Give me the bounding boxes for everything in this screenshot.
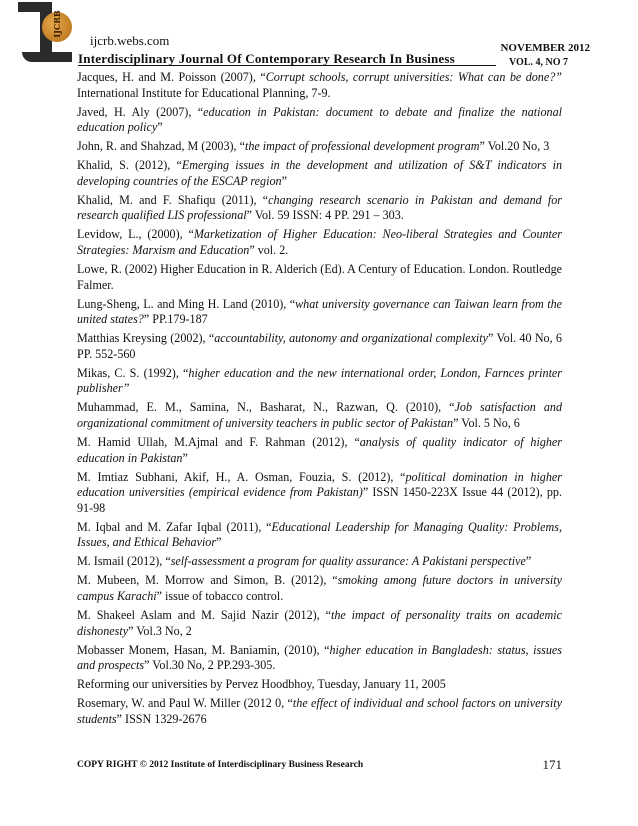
reference-entry [77, 158, 562, 189]
reference-details: ” Vol. 5 No, 6 [453, 415, 520, 430]
reference-title: accountability, autonomy and organizational complexity [214, 331, 489, 346]
page-number: 171 [542, 757, 562, 772]
reference-authors: Mobasser Monem, Hasan, M. Baniamin, (2010), “ [77, 642, 330, 657]
reference-entry [77, 297, 562, 328]
reference-entry [77, 366, 562, 397]
reference-title: Job satisfaction and organizational commitment of university teachers in public sector of Pakistan [77, 400, 562, 430]
journal-title: Interdisciplinary Journal Of Contemporary Research In Business [78, 51, 455, 66]
reference-details: ” [182, 450, 188, 465]
logo-base [22, 52, 72, 62]
reference-authors: John, R. and Shahzad, M (2003), “ [77, 139, 245, 154]
reference-entry [77, 400, 562, 431]
reference-authors: M. Iqbal and M. Zafar Iqbal (2011), “ [77, 519, 272, 534]
reference-details: ” Vol.20 No, 3 [479, 139, 550, 154]
reference-authors: Rosemary, W. and Paul W. Miller (2012 0, “ [77, 696, 293, 711]
reference-details: ” Vol.3 No, 2 [128, 623, 192, 638]
reference-title: self-assessment a program for quality assurance: A Pakistani perspective [170, 554, 526, 569]
reference-authors: M. Hamid Ullah, M.Ajmal and F. Rahman (2012), “ [77, 435, 360, 450]
reference-details: International Institute for Educational Planning, 7-9. [77, 85, 331, 100]
reference-entry [77, 677, 562, 693]
reference-authors: M. Imtiaz Subhani, Akif, H., A. Osman, Fouzia, S. (2012), “ [77, 469, 406, 484]
reference-details: ” Vol. 59 ISSN: 4 PP. 291 – 303. [246, 208, 404, 223]
header-divider [78, 65, 496, 66]
reference-details: ” PP.179-187 [143, 312, 208, 327]
reference-details: ” [525, 554, 532, 569]
reference-authors: Mikas, C. S. (1992), “ [77, 365, 189, 380]
reference-details: ” [216, 535, 222, 550]
reference-entry [77, 139, 562, 155]
reference-authors: Reforming our universities by Pervez Hoodbhoy, Tuesday, January 11, 2005 [77, 677, 446, 692]
reference-entry [77, 70, 562, 101]
reference-list [77, 70, 562, 731]
reference-authors: Javed, H. Aly (2007), “ [77, 104, 204, 119]
reference-authors: Khalid, S. (2012), “ [77, 158, 182, 173]
reference-authors: Levidow, L., (2000), “ [77, 227, 194, 242]
issue-date: NOVEMBER 2012 [500, 42, 590, 54]
logo-text: IJCRB [52, 10, 62, 38]
reference-title: the effect of individual and school factors on university students [77, 696, 562, 726]
reference-authors: Muhammad, E. M., Samina, N., Basharat, N., Razwan, Q. (2010), “ [77, 400, 455, 415]
reference-title: Emerging issues in the development and utilization of S&T indicators in developing countries of the ESCAP region [77, 158, 562, 188]
reference-authors: Lowe, R. (2002) Higher Education in R. Alderich (Ed). A Century of Education. London. Routledge Falmer. [77, 262, 562, 292]
reference-title: changing research scenario in Pakistan and demand for research qualified LIS professional [77, 192, 563, 223]
reference-authors: Lung-Sheng, L. and Ming H. Land (2010), “ [77, 296, 296, 311]
reference-authors: Khalid, M. and F. Shafiqu (2011), “ [77, 192, 269, 207]
reference-title: political domination in higher education universities (empirical evidence from Pakistan) [77, 469, 562, 500]
reference-entry [77, 262, 562, 293]
reference-title: higher education and the new international order, London, Farnces printer publisher” [77, 365, 562, 396]
reference-title: what university governance can Taiwan learn from the united states? [77, 296, 562, 327]
reference-details: ” ISSN 1450-223X Issue 44 (2012), pp. 91-98 [77, 485, 562, 515]
reference-authors: Matthias Kreysing (2002), “ [77, 331, 215, 346]
reference-title: the impact of professional development program [244, 139, 480, 154]
reference-details: ” Vol.30 No, 2 PP.293-305. [144, 658, 276, 673]
reference-entry [77, 643, 562, 674]
reference-authors: M. Mubeen, M. Morrow and Simon, B. (2012), “ [77, 573, 338, 588]
reference-title: Marketization of Higher Education: Neo-liberal Strategies and Counter Strategies: Marxism and Education [77, 227, 562, 257]
reference-entry [77, 573, 562, 604]
reference-authors: Jacques, H. and M. Poisson (2007), “ [77, 70, 266, 84]
reference-entry [77, 608, 562, 639]
copyright-footer: COPY RIGHT © 2012 Institute of Interdisciplinary Business Research [77, 760, 364, 770]
reference-entry [77, 554, 562, 570]
journal-logo [18, 2, 74, 62]
reference-details: ” issue of tobacco control. [156, 588, 284, 603]
reference-entry [77, 520, 562, 551]
reference-details: ” Vol. 40 No, 6 PP. 552-560 [77, 331, 562, 361]
reference-details: ” [281, 173, 287, 188]
reference-authors: M. Ismail (2012), “ [77, 554, 171, 569]
reference-title: higher education in Bangladesh: status, issues and prospects [77, 642, 562, 673]
reference-details: ” ISSN 1329-2676 [116, 711, 207, 726]
reference-title: Educational Leadership for Managing Quality: Problems, Issues, and Ethical Behavior [77, 519, 562, 550]
reference-entry [77, 470, 562, 517]
reference-title: the impact of personality traits on academic dishonesty [77, 608, 563, 638]
reference-entry [77, 193, 562, 224]
site-url: ijcrb.webs.com [90, 33, 170, 48]
reference-title: education in Pakistan: document to debate and finalize the national education policy [77, 104, 562, 135]
reference-entry [77, 331, 562, 362]
reference-entry [77, 435, 562, 466]
reference-title: Corrupt schools, corrupt universities: What can be done?” [265, 70, 562, 84]
reference-entry [77, 696, 562, 727]
reference-details: ” vol. 2. [249, 242, 289, 257]
reference-title: analysis of quality indicator of higher education in Pakistan [77, 435, 562, 465]
issue-volume: VOL. 4, NO 7 [509, 57, 568, 68]
reference-title: smoking among future doctors in university campus Karachi [77, 573, 562, 603]
reference-authors: M. Shakeel Aslam and M. Sajid Nazir (2012), “ [77, 608, 331, 622]
reference-entry [77, 105, 562, 136]
reference-details: ” [157, 120, 163, 135]
reference-entry [77, 227, 562, 258]
